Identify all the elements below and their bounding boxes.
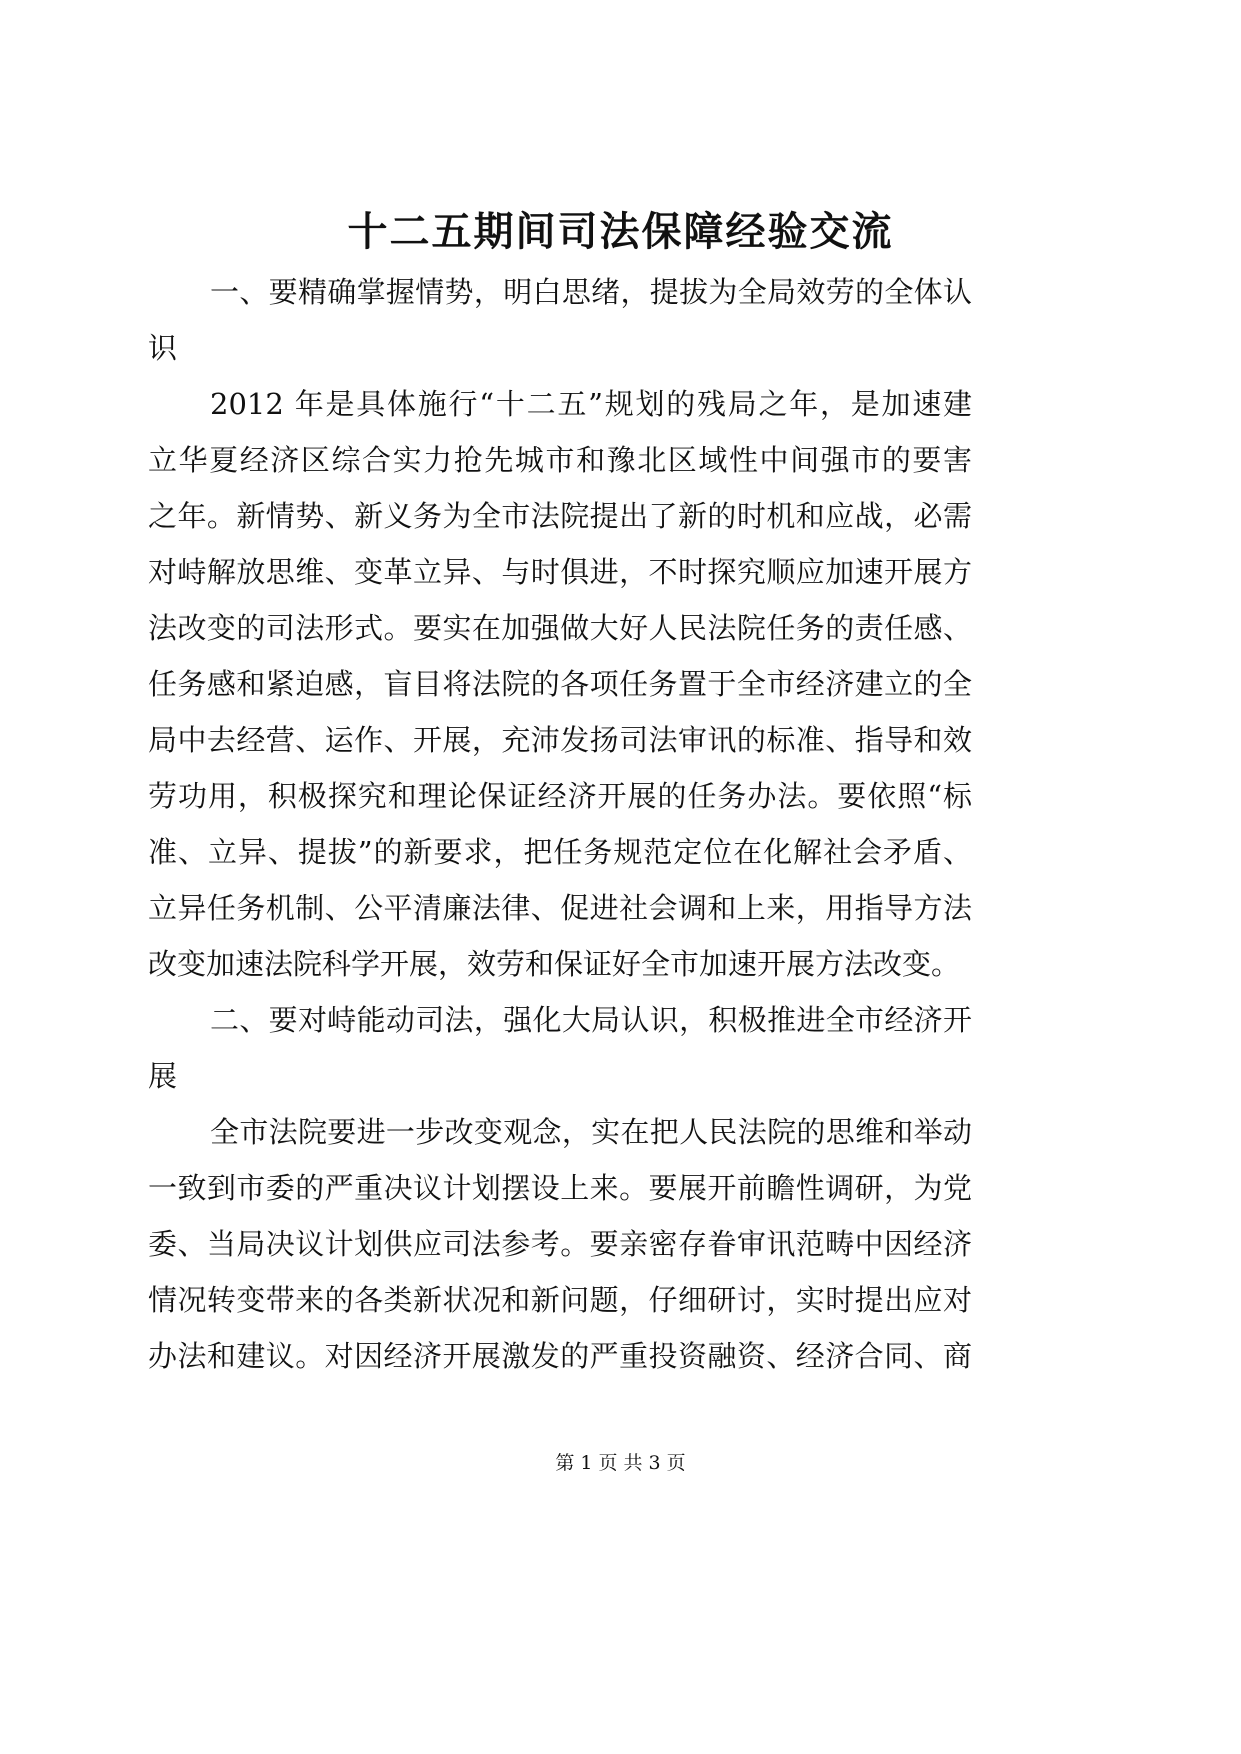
paragraph-line: 一致到市委的严重决议计划摆设上来。要展开前瞻性调研，为党	[148, 1171, 972, 1205]
paragraph-line: 情况转变带来的各类新状况和新问题，仔细研讨，实时提出应对	[148, 1283, 972, 1317]
paragraph-line: 二、要对峙能动司法，强化大局认识，积极推进全市经济开	[210, 1003, 972, 1037]
paragraph-line: 法改变的司法形式。要实在加强做大好人民法院任务的责任感、	[148, 611, 972, 645]
paragraph-line: 立异任务机制、公平清廉法律、促进社会调和上来，用指导方法	[148, 891, 972, 925]
paragraph-line: 对峙解放思维、变革立异、与时俱进，不时探究顺应加速开展方	[148, 555, 972, 589]
document-title: 十二五期间司法保障经验交流	[347, 208, 894, 255]
paragraph-line: 全市法院要进一步改变观念，实在把人民法院的思维和举动	[210, 1115, 972, 1149]
document-body	[148, 264, 972, 1384]
paragraph-line: 任务感和紧迫感，盲目将法院的各项任务置于全市经济建立的全	[148, 667, 972, 701]
paragraph-line: 局中去经营、运作、开展，充沛发扬司法审讯的标准、指导和效	[148, 723, 972, 757]
page-footer: 第 1 页 共 3 页	[555, 1452, 686, 1474]
paragraph-line: 立华夏经济区综合实力抢先城市和豫北区域性中间强市的要害	[148, 443, 972, 477]
paragraph-line: 准、立异、提拔”的新要求，把任务规范定位在化解社会矛盾、	[148, 835, 972, 869]
paragraph-line: 展	[148, 1059, 178, 1093]
paragraph-line: 2012 年是具体施行“十二五”规划的残局之年，是加速建	[210, 387, 972, 421]
paragraph-line: 识	[148, 331, 178, 365]
paragraph-line: 一、要精确掌握情势，明白思绪，提拔为全局效劳的全体认	[210, 275, 972, 309]
paragraph-line: 办法和建议。对因经济开展激发的严重投资融资、经济合同、商	[148, 1339, 972, 1373]
paragraph-line: 劳功用，积极探究和理论保证经济开展的任务办法。要依照“标	[148, 779, 972, 813]
paragraph-line: 委、当局决议计划供应司法参考。要亲密存眷审讯范畴中因经济	[148, 1227, 972, 1261]
paragraph-line: 改变加速法院科学开展，效劳和保证好全市加速开展方法改变。	[148, 947, 961, 981]
paragraph-line: 之年。新情势、新义务为全市法院提出了新的时机和应战，必需	[148, 499, 972, 533]
